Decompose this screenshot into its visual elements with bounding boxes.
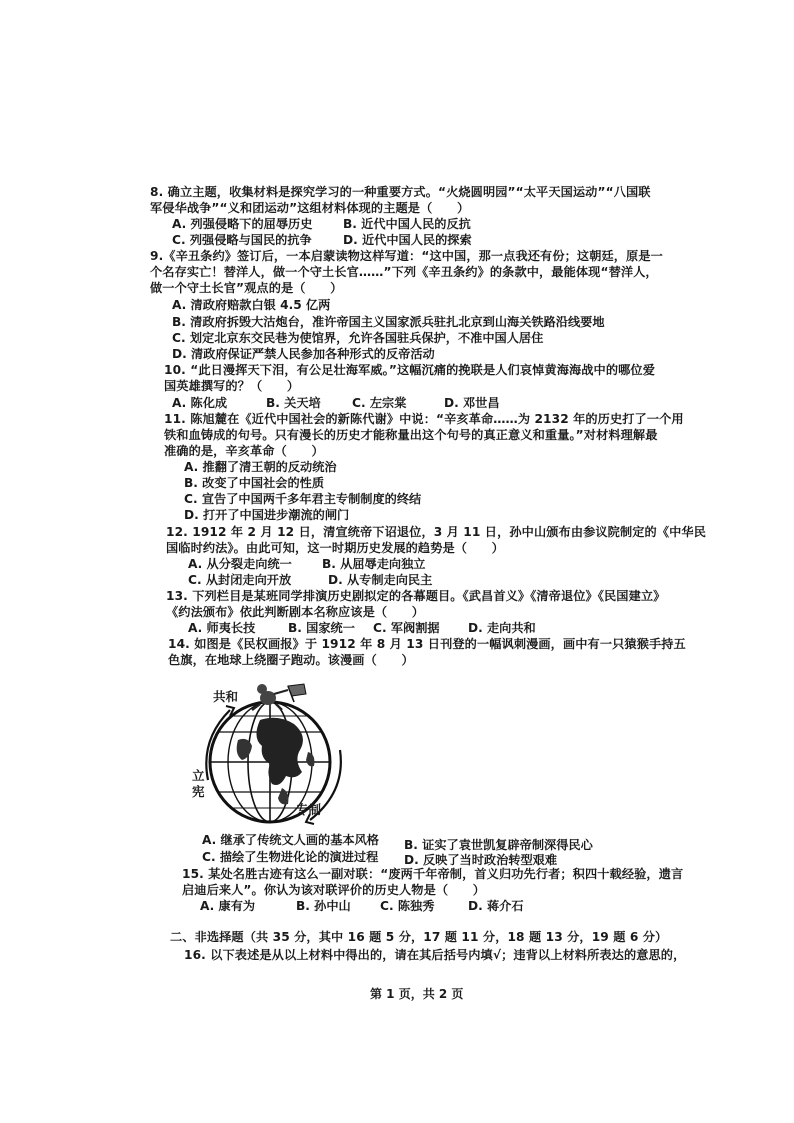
q15-stem-line2: 启迪后来人”。你认为该对联评价的历史人物是（ ） <box>182 883 486 897</box>
q10-option-b: B. 关天培 <box>266 396 321 410</box>
q10-stem-line2: 国英雄撰写的？（ ） <box>164 379 300 393</box>
q9-option-c: C. 划定北京东交民巷为使馆界，允许各国驻兵保护，不准中国人居住 <box>172 331 544 345</box>
q14-stem-line1: 14. 如图是《民权画报》于 1912 年 8 月 13 日刊登的一幅讽刺漫画，画中有一只猿猴手持五 <box>168 637 686 651</box>
q15-option-d: D. 蒋介石 <box>468 899 524 913</box>
q13-stem-line1: 13. 下列栏目是某班同学排演历史剧拟定的各幕题目。《武昌首义》《清帝退位》《民国建立》 <box>166 589 666 603</box>
q13-option-c: C. 军阀割据 <box>373 621 440 635</box>
q8-option-a: A. 列强侵略下的屈辱历史 <box>172 217 313 231</box>
q11-option-d: D. 打开了中国进步潮流的闸门 <box>184 508 350 522</box>
q11-option-c: C. 宣告了中国两千多年君主专制制度的终结 <box>184 492 422 506</box>
cartoon-label-gonghe: 共和 <box>213 689 239 704</box>
q11-stem-line2: 铁和血铸成的句号。只有漫长的历史才能称量出这个句号的真正意义和重量。”对材料理解最 <box>164 428 658 442</box>
q8-stem-line2: 军侵华战争”“义和团运动”这组材料体现的主题是（ ） <box>150 201 470 215</box>
q15-option-c: C. 陈独秀 <box>380 899 435 913</box>
q11-option-b: B. 改变了中国社会的性质 <box>184 476 325 490</box>
q8-option-c: C. 列强侵略与国民的抗争 <box>172 233 312 247</box>
q9-stem-line3: 做一个守土长官”观点的是（ ） <box>150 281 343 295</box>
q8-option-d: D. 近代中国人民的探索 <box>343 233 472 247</box>
q9-stem-line2: 个名存实亡！替洋人，做一个守土长官……”下列《辛丑条约》的条款中，最能体现“替洋人， <box>150 265 658 279</box>
q12-stem-line2: 国临时约法》。由此可知，这一时期历史发展的趋势是（ ） <box>166 541 504 555</box>
cartoon-label-xian: 宪 <box>192 784 205 799</box>
q9-option-b: B. 清政府拆毁大沽炮台，准许帝国主义国家派兵驻扎北京到山海关铁路沿线要地 <box>172 315 605 329</box>
q12-option-d: D. 从专制走向民主 <box>328 573 433 587</box>
cartoon-label-li: 立 <box>192 768 205 783</box>
q13-option-b: B. 国家统一 <box>288 621 355 635</box>
q15-option-b: B. 孙中山 <box>296 899 351 913</box>
section2-title: 二、非选择题（共 35 分，其中 16 题 5 分，17 题 11 分，18 题 13 分，19 题 6 分） <box>170 930 668 944</box>
q14-option-a: A. 继承了传统文人画的基本风格 <box>202 833 379 847</box>
page-number: 第 1 页，共 2 页 <box>370 987 464 1001</box>
q9-stem-line1: 9.《辛丑条约》签订后，一本启蒙读物这样写道：“这中国，那一点我还有份；这朝廷，原是一 <box>150 249 663 263</box>
q13-option-d: D. 走向共和 <box>468 621 536 635</box>
q14-option-c: C. 描绘了生物进化论的演进过程 <box>202 850 379 864</box>
q9-option-d: D. 清政府保证严禁人民参加各种形式的反帝活动 <box>172 347 435 361</box>
q10-option-d: D. 邓世昌 <box>444 396 500 410</box>
q11-stem-line1: 11. 陈旭麓在《近代中国社会的新陈代谢》中说：“辛亥革命……为 2132 年的历史打了一个用 <box>164 412 684 426</box>
q11-option-a: A. 推翻了清王朝的反动统治 <box>184 460 337 474</box>
q11-stem-line3: 准确的是，辛亥革命（ ） <box>164 444 324 458</box>
q8-option-b: B. 近代中国人民的反抗 <box>343 217 471 231</box>
q13-stem-line2: 《约法颁布》依此判断剧本名称应该是（ ） <box>166 605 425 619</box>
q15-stem-line1: 15. 某处名胜古迹有这么一副对联：“废两千年帝制，首义归功先行者；积四十载经验，遗言 <box>182 867 684 881</box>
q10-stem-line1: 10. “此日漫挥天下泪，有公足壮海军威。”这幅沉痛的挽联是人们哀悼黄海海战中的哪位爱 <box>164 363 655 377</box>
q15-option-a: A. 康有为 <box>200 899 256 913</box>
q12-option-c: C. 从封闭走向开放 <box>188 573 292 587</box>
cartoon-label-zhuanzhi: 专制 <box>296 802 322 817</box>
q12-option-b: B. 从屈辱走向独立 <box>322 557 426 571</box>
q8-stem-line1: 8. 确立主题，收集材料是探究学习的一种重要方式。“火烧圆明园”“太平天国运动”“八国联 <box>150 185 651 199</box>
q13-option-a: A. 师夷长技 <box>188 621 256 635</box>
q12-option-a: A. 从分裂走向统一 <box>188 557 292 571</box>
q10-option-a: A. 陈化成 <box>172 396 228 410</box>
q14-option-b: B. 证实了袁世凯复辟帝制深得民心 <box>404 838 593 852</box>
q16-stem: 16. 以下表述是从以上材料中得出的，请在其后括号内填√；违背以上材料所表达的意思的， <box>184 948 686 962</box>
q10-option-c: C. 左宗棠 <box>352 396 407 410</box>
q14-option-d: D. 反映了当时政治转型艰难 <box>404 853 558 867</box>
q9-option-a: A. 清政府赔款白银 4.5 亿两 <box>172 298 331 312</box>
q14-stem-line2: 色旗，在地球上绕圈子跑动。该漫画（ ） <box>168 653 414 667</box>
q12-stem-line1: 12. 1912 年 2 月 12 日，清宣统帝下诏退位，3 月 11 日，孙中山颁布由参议院制定的《中华民 <box>166 525 706 539</box>
